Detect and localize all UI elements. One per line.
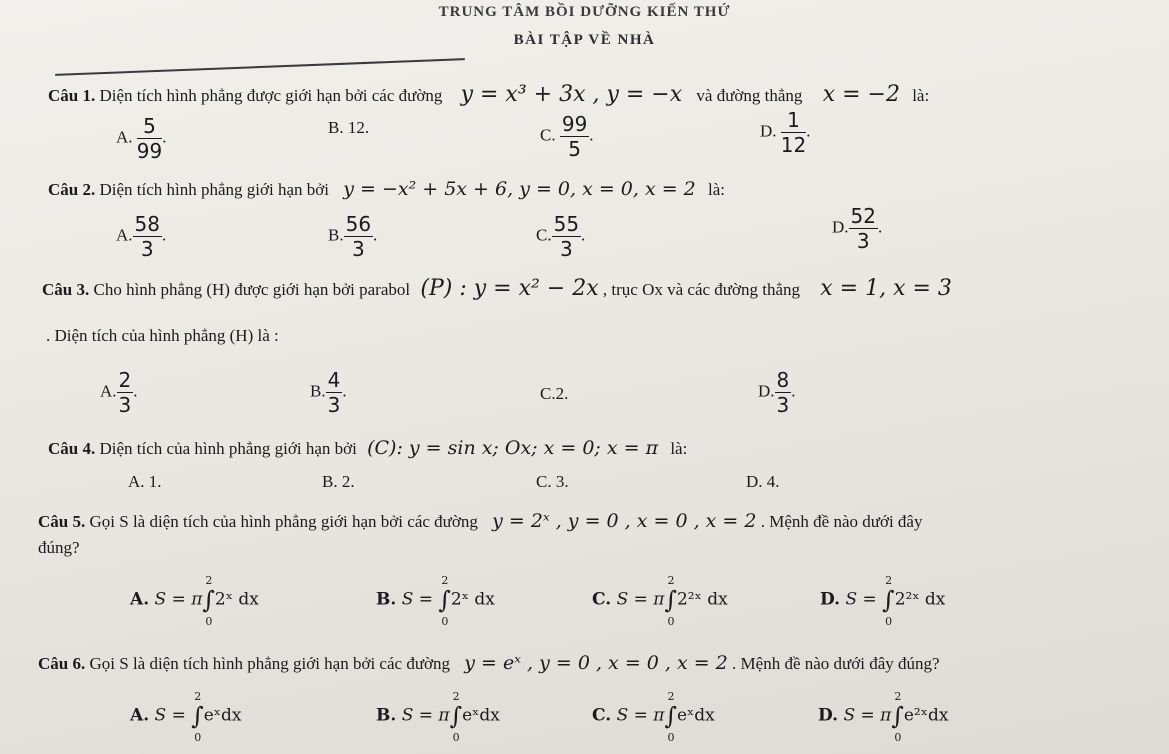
option-3c <box>540 384 568 404</box>
integral-prefix: S = <box>401 589 439 610</box>
question-text-2: , trục Ox và các đường thẳng <box>602 280 801 299</box>
question-text-2: và đường thẳng <box>696 86 803 105</box>
question-6 <box>38 652 940 674</box>
option-letter: D. <box>818 705 839 726</box>
option-fraction <box>326 368 343 417</box>
option-letter: A. <box>130 589 150 610</box>
option-value: 4. <box>766 472 780 491</box>
option-letter: D. <box>820 589 841 610</box>
option-letter: A. <box>116 127 133 147</box>
integral-prefix: S = π <box>401 705 450 726</box>
option-letter: C. <box>592 705 612 726</box>
question-text: Gọi S là diện tích hình phẳng giới hạn bởi các đường <box>89 654 451 673</box>
option-letter: A. <box>130 705 150 726</box>
option-letter: A. <box>128 472 145 491</box>
integral-upper-bound: 2 <box>205 574 213 587</box>
option-letter: B. <box>328 118 344 137</box>
option-fraction <box>137 114 162 163</box>
option-4d <box>746 472 780 492</box>
option-4c <box>536 472 569 492</box>
option-2b <box>328 212 377 261</box>
fraction-numerator: 1 <box>781 108 806 133</box>
option-1a <box>116 114 166 163</box>
question-label: Câu 2. <box>48 180 96 199</box>
option-fraction <box>560 112 589 161</box>
fraction-numerator: 58 <box>134 212 160 236</box>
integral-lower-bound: 0 <box>667 731 675 744</box>
option-6d <box>818 690 949 744</box>
question-text: Diện tích của hình phẳng giới hạn bởi <box>99 439 357 458</box>
option-4b <box>322 472 355 492</box>
fraction-numerator: 56 <box>345 212 372 236</box>
integrand: 2ˣ dx <box>450 589 495 610</box>
option-tail: . <box>161 225 167 245</box>
question-5-line-2: đúng? <box>38 538 80 557</box>
center-name: TRUNG TÂM BỒI DƯỠNG KIẾN THỨ <box>438 4 731 20</box>
option-value: 12. <box>347 118 370 137</box>
integral-lower-bound: 0 <box>441 615 449 628</box>
fraction-denominator: 3 <box>559 237 573 261</box>
question-label: Câu 5. <box>38 512 86 531</box>
option-fraction <box>133 212 162 261</box>
option-5c <box>592 574 728 628</box>
option-3b <box>310 368 347 417</box>
fraction-denominator: 12 <box>780 133 807 157</box>
integrand: eˣdx <box>676 705 715 726</box>
integral-prefix: S = π <box>843 705 892 726</box>
integral-lower-bound: 0 <box>452 731 460 744</box>
title-divider <box>55 58 465 76</box>
option-2c <box>536 212 585 261</box>
option-5a <box>130 574 259 628</box>
question-label: Câu 1. <box>48 86 96 105</box>
option-6b <box>376 690 500 744</box>
option-3d <box>758 368 796 417</box>
integrand: e²ˣdx <box>903 705 949 726</box>
option-letter: C. <box>592 589 612 610</box>
option-letter: C. <box>536 225 552 245</box>
fraction-numerator: 2 <box>118 368 132 392</box>
question-text-3: là: <box>912 86 930 105</box>
fraction-numerator: 99 <box>561 112 588 136</box>
integral-upper-bound: 2 <box>667 574 675 587</box>
homework-title: BÀI TẬP VỀ NHÀ <box>513 32 656 48</box>
integrand: eˣdx <box>462 705 500 726</box>
option-5d <box>820 574 946 628</box>
option-letter: C. <box>540 125 556 145</box>
question-3-line-2: . Diện tích của hình phẳng (H) là : <box>46 326 279 345</box>
fraction-numerator: 55 <box>553 212 580 236</box>
integral-upper-bound: 2 <box>894 690 902 703</box>
option-tail: . <box>589 125 594 145</box>
fraction-numerator: 4 <box>327 368 341 392</box>
option-letter: D. <box>760 121 777 141</box>
question-5 <box>38 510 922 532</box>
option-tail: . <box>806 121 811 141</box>
integral-upper-bound: 2 <box>441 574 449 587</box>
integral-upper-bound: 2 <box>885 574 893 587</box>
option-1d <box>760 108 810 157</box>
option-tail: . <box>791 381 796 401</box>
option-letter: C. <box>540 384 556 403</box>
integral-prefix: S = π <box>616 705 665 726</box>
integral-sign: ∫ 2 0 <box>664 690 677 744</box>
question-text: Gọi S là diện tích của hình phẳng giới hạn bởi các đường <box>89 512 478 531</box>
question-formula: (P) : y = x² − 2x <box>420 276 599 301</box>
integrand: 2²ˣ dx <box>894 589 946 610</box>
question-text-2: là: <box>670 439 688 458</box>
question-text: Cho hình phẳng (H) được giới hạn bởi parabol <box>93 280 411 299</box>
option-fraction <box>775 368 792 417</box>
question-formula: (C): y = sin x; Ox; x = 0; x = π <box>367 437 659 459</box>
question-formula: y = 2ˣ , y = 0 , x = 0 , x = 2 <box>492 510 757 532</box>
option-letter: A. <box>100 381 117 401</box>
option-5b <box>376 574 495 628</box>
option-letter: D. <box>746 472 763 491</box>
option-tail: . <box>373 225 378 245</box>
option-fraction <box>344 212 373 261</box>
question-text-2: . Mệnh đề nào dưới đây đúng? <box>732 654 940 673</box>
option-letter: A. <box>116 225 133 245</box>
option-letter: D. <box>832 217 849 237</box>
question-text: Diện tích hình phẳng được giới hạn bởi các đường <box>99 86 443 105</box>
option-2d <box>832 204 882 253</box>
fraction-numerator: 8 <box>776 368 790 392</box>
question-formula-2: x = 1, x = 3 <box>820 276 952 301</box>
question-text-2: là: <box>708 180 726 199</box>
option-letter: C. <box>536 472 552 491</box>
fraction-denominator: 3 <box>118 393 132 417</box>
option-tail: . <box>162 127 167 147</box>
fraction-denominator: 3 <box>140 237 154 261</box>
integral-sign: ∫ 2 0 <box>664 574 677 628</box>
fraction-denominator: 3 <box>856 229 870 253</box>
option-value: 1. <box>148 472 162 491</box>
option-letter: B. <box>310 381 326 401</box>
question-3 <box>42 276 952 301</box>
question-1 <box>48 82 929 107</box>
option-letter: B. <box>322 472 338 491</box>
fraction-denominator: 99 <box>136 139 163 163</box>
integral-upper-bound: 2 <box>194 690 202 703</box>
integral-lower-bound: 0 <box>667 615 675 628</box>
fraction-numerator: 5 <box>137 114 162 139</box>
question-formula: y = −x² + 5x + 6, y = 0, x = 0, x = 2 <box>343 178 696 200</box>
integral-prefix: S = π <box>154 589 203 610</box>
question-label: Câu 4. <box>48 439 96 458</box>
option-value: 3. <box>555 472 569 491</box>
question-4 <box>48 437 687 459</box>
integrand: eˣdx <box>203 705 242 726</box>
option-fraction <box>849 204 878 253</box>
option-letter: D. <box>758 381 775 401</box>
integral-prefix: S = π <box>616 589 665 610</box>
option-fraction <box>781 108 806 157</box>
option-6a <box>130 690 242 744</box>
option-fraction <box>552 212 581 261</box>
integral-lower-bound: 0 <box>885 615 893 628</box>
option-fraction <box>117 368 134 417</box>
option-6c <box>592 690 715 744</box>
integral-upper-bound: 2 <box>452 690 460 703</box>
question-label: Câu 3. <box>42 280 90 299</box>
integrand: 2²ˣ dx <box>676 589 728 610</box>
integral-sign: ∫ 2 0 <box>202 574 215 628</box>
option-1b <box>328 118 369 138</box>
question-formula: y = x³ + 3x , y = −x <box>460 82 683 107</box>
fraction-denominator: 3 <box>351 237 365 261</box>
integral-lower-bound: 0 <box>894 731 902 744</box>
integral-sign: ∫ 2 0 <box>191 690 204 744</box>
integral-sign: ∫ 2 0 <box>882 574 895 628</box>
fraction-denominator: 5 <box>568 137 581 161</box>
integral-sign: ∫ 2 0 <box>438 574 451 628</box>
question-formula: y = eˣ , y = 0 , x = 0 , x = 2 <box>464 652 728 674</box>
option-value: 2. <box>555 384 569 403</box>
fraction-numerator: 52 <box>850 204 876 228</box>
option-2a <box>116 212 166 261</box>
option-tail: . <box>581 225 586 245</box>
integral-prefix: S = <box>154 705 192 726</box>
question-2 <box>48 178 725 200</box>
option-letter: B. <box>376 705 397 726</box>
option-tail: . <box>133 381 138 401</box>
option-tail: . <box>342 381 347 401</box>
question-label: Câu 6. <box>38 654 86 673</box>
option-value: 2. <box>341 472 355 491</box>
option-letter: B. <box>328 225 344 245</box>
option-3a <box>100 368 138 417</box>
option-1c <box>540 112 594 161</box>
integral-sign: ∫ 2 0 <box>449 690 463 744</box>
integral-lower-bound: 0 <box>205 615 213 628</box>
integral-upper-bound: 2 <box>667 690 675 703</box>
fraction-denominator: 3 <box>327 393 341 417</box>
option-4a <box>128 472 162 492</box>
question-text-2: . Mệnh đề nào dưới đây <box>760 512 923 531</box>
integrand: 2ˣ dx <box>214 589 259 610</box>
integral-lower-bound: 0 <box>194 731 202 744</box>
fraction-denominator: 3 <box>776 393 790 417</box>
question-text: Diện tích hình phẳng giới hạn bởi <box>99 180 329 199</box>
option-letter: B. <box>376 589 397 610</box>
integral-sign: ∫ 2 0 <box>891 690 904 744</box>
option-tail: . <box>877 217 883 237</box>
integral-prefix: S = <box>845 589 883 610</box>
question-formula-2: x = −2 <box>822 82 900 107</box>
